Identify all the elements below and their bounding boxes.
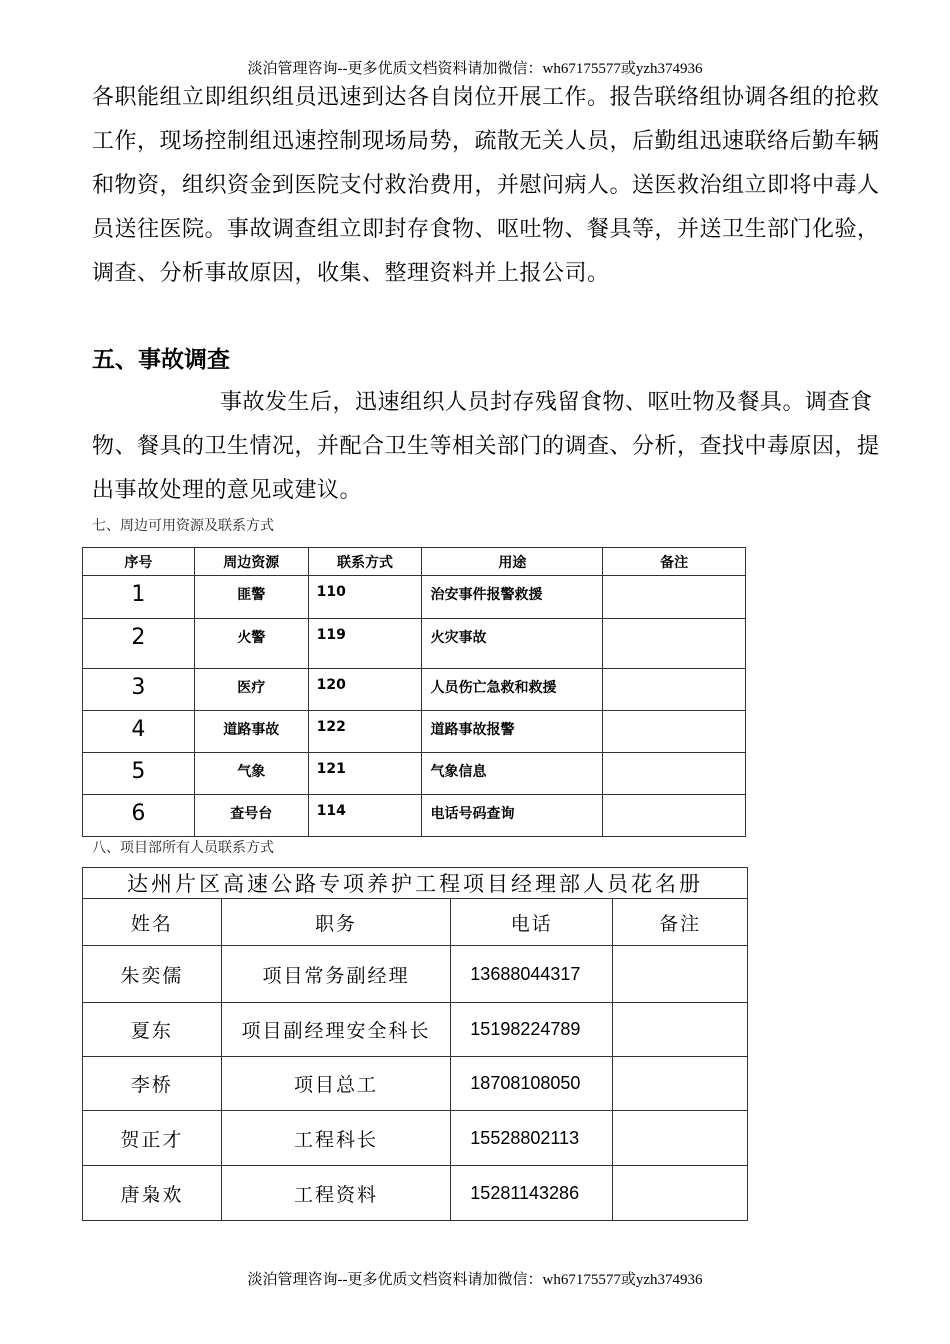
table-row xyxy=(83,669,746,711)
staff-note xyxy=(613,1057,748,1111)
staff-role: 项目副经理安全科长 xyxy=(221,1003,451,1057)
staff-note xyxy=(613,1111,748,1166)
row-resource: 道路事故 xyxy=(194,711,308,753)
header-role: 职务 xyxy=(221,899,451,946)
staff-phone: 15281143286 xyxy=(451,1166,613,1221)
paragraph-investigation: 事故发生后，迅速组织人员封存残留食物、呕吐物及餐具。调查食物、餐具的卫生情况，并配合卫生等相关部门的调查、分析，查找中毒原因，提出事故处理的意见或建议。 xyxy=(92,390,880,503)
row-contact: 122 xyxy=(308,711,422,753)
table-row xyxy=(83,1003,748,1057)
header-contact: 联系方式 xyxy=(308,548,422,576)
staff-roster-table xyxy=(82,867,748,1221)
row-no: 5 xyxy=(83,753,195,795)
row-no: 4 xyxy=(83,711,195,753)
section-label-resources: 七、周边可用资源及联系方式 xyxy=(92,518,274,534)
row-resource: 匪警 xyxy=(194,576,308,619)
staff-name: 朱奕儒 xyxy=(83,946,222,1003)
row-contact: 114 xyxy=(308,795,422,837)
resources-header-row xyxy=(83,548,746,576)
row-resource: 查号台 xyxy=(194,795,308,837)
row-use: 火灾事故 xyxy=(422,619,603,669)
row-use: 道路事故报警 xyxy=(422,711,603,753)
staff-phone: 18708108050 xyxy=(451,1057,613,1111)
row-note xyxy=(603,576,746,619)
row-note xyxy=(603,753,746,795)
row-no: 1 xyxy=(83,576,195,619)
staff-note xyxy=(613,1003,748,1057)
row-resource: 气象 xyxy=(194,753,308,795)
staff-name: 唐枭欢 xyxy=(83,1166,222,1221)
row-contact: 110 xyxy=(308,576,422,619)
table-row xyxy=(83,711,746,753)
row-use: 人员伤亡急救和救援 xyxy=(422,669,603,711)
staff-phone: 13688044317 xyxy=(451,946,613,1003)
staff-name: 夏东 xyxy=(83,1003,222,1057)
table-row xyxy=(83,1166,748,1221)
header-name: 姓名 xyxy=(83,899,222,946)
table-row xyxy=(83,1111,748,1166)
page-footer: 淡泊管理咨询--更多优质文档资料请加微信：wh67175577或yzh374936 xyxy=(247,1272,703,1288)
resources-table xyxy=(82,547,746,837)
staff-role: 工程资料 xyxy=(221,1166,451,1221)
roster-title-row xyxy=(83,868,748,899)
row-use: 气象信息 xyxy=(422,753,603,795)
staff-name: 贺正才 xyxy=(83,1111,222,1166)
header-use: 用途 xyxy=(422,548,603,576)
roster-title: 达州片区高速公路专项养护工程项目经理部人员花名册 xyxy=(83,868,748,899)
staff-role: 项目常务副经理 xyxy=(221,946,451,1003)
page-header: 淡泊管理咨询--更多优质文档资料请加微信：wh67175577或yzh374936 xyxy=(247,61,703,77)
table-row xyxy=(83,946,748,1003)
header-note: 备注 xyxy=(603,548,746,576)
table-row xyxy=(83,753,746,795)
row-resource: 火警 xyxy=(194,619,308,669)
staff-role: 项目总工 xyxy=(221,1057,451,1111)
header-resource: 周边资源 xyxy=(194,548,308,576)
section-label-staff-contacts: 八、项目部所有人员联系方式 xyxy=(92,840,274,856)
row-note xyxy=(603,795,746,837)
section-title-accident-investigation: 五、事故调查 xyxy=(92,346,230,373)
staff-phone: 15528802113 xyxy=(451,1111,613,1166)
row-no: 2 xyxy=(83,619,195,669)
header-phone: 电话 xyxy=(451,899,613,946)
staff-name: 李桥 xyxy=(83,1057,222,1111)
paragraph-response: 各职能组立即组织组员迅速到达各自岗位开展工作。报告联络组协调各组的抢救工作，现场控制组迅速控制现场局势，疏散无关人员，后勤组迅速联络后勤车辆和物资，组织资金到医院支付救治费用，并慰问病人。送医救治组立即将中毒人员送往医院。事故调查组立即封存食物、呕吐物、餐具等，并送卫生部门化验，调查、分析事故原因，收集、整理资料并上报公司。 xyxy=(92,85,880,286)
row-contact: 120 xyxy=(308,669,422,711)
row-note xyxy=(603,619,746,669)
row-no: 6 xyxy=(83,795,195,837)
row-note xyxy=(603,669,746,711)
row-contact: 121 xyxy=(308,753,422,795)
row-no: 3 xyxy=(83,669,195,711)
row-resource: 医疗 xyxy=(194,669,308,711)
row-use: 电话号码查询 xyxy=(422,795,603,837)
table-row xyxy=(83,619,746,669)
row-note xyxy=(603,711,746,753)
table-row xyxy=(83,1057,748,1111)
table-row xyxy=(83,576,746,619)
staff-note xyxy=(613,1166,748,1221)
table-row xyxy=(83,795,746,837)
roster-header-row xyxy=(83,899,748,946)
header-note: 备注 xyxy=(613,899,748,946)
header-no: 序号 xyxy=(83,548,195,576)
staff-phone: 15198224789 xyxy=(451,1003,613,1057)
row-contact: 119 xyxy=(308,619,422,669)
staff-note xyxy=(613,946,748,1003)
row-use: 治安事件报警救援 xyxy=(422,576,603,619)
staff-role: 工程科长 xyxy=(221,1111,451,1166)
